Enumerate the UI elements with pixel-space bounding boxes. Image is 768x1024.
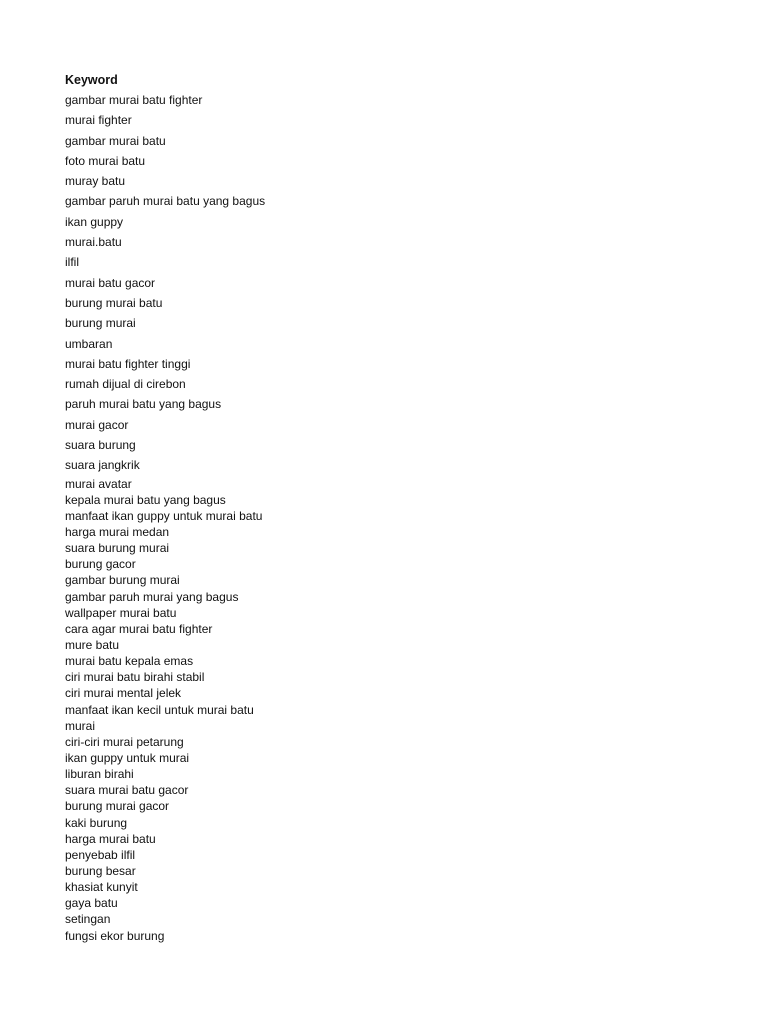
- keyword-item: gambar murai batu fighter: [65, 93, 203, 107]
- keyword-item: ilfil: [65, 255, 79, 270]
- keyword-item: wallpaper murai batu: [65, 605, 177, 620]
- keyword-item: murai batu kepala emas: [65, 654, 194, 669]
- keyword-item: mure batu: [65, 638, 120, 653]
- keyword-item: suara jangkrik: [65, 458, 140, 473]
- keyword-item: fungsi ekor burung: [65, 928, 165, 943]
- keyword-item: ikan guppy: [65, 214, 124, 229]
- keyword-item: umbaran: [65, 336, 113, 351]
- keyword-item: burung gacor: [65, 557, 136, 572]
- keyword-item: suara burung: [65, 438, 136, 453]
- keyword-item: murai.batu: [65, 235, 122, 250]
- keyword-item: harga murai batu: [65, 831, 156, 846]
- keyword-list-tight: [65, 476, 705, 944]
- keyword-item: suara burung murai: [65, 541, 170, 556]
- keyword-item: gambar burung murai: [65, 573, 180, 588]
- keyword-list-loose: [65, 90, 705, 476]
- keyword-item: ikan guppy untuk murai: [65, 751, 190, 766]
- keyword-item: paruh murai batu yang bagus: [65, 397, 222, 412]
- keyword-item: ciri murai mental jelek: [65, 686, 182, 701]
- keyword-item: gambar murai batu: [65, 133, 166, 148]
- keyword-heading: Keyword: [65, 73, 118, 87]
- document-page: [65, 72, 705, 944]
- keyword-item: cara agar murai batu fighter: [65, 621, 213, 636]
- keyword-item: setingan: [65, 912, 111, 927]
- keyword-item: burung murai batu: [65, 295, 163, 310]
- keyword-item: murai: [65, 718, 96, 733]
- keyword-item: burung besar: [65, 864, 136, 879]
- keyword-item: liburan birahi: [65, 767, 134, 782]
- keyword-item: manfaat ikan guppy untuk murai batu: [65, 508, 263, 523]
- keyword-item: ciri-ciri murai petarung: [65, 734, 184, 749]
- keyword-item: burung murai gacor: [65, 799, 170, 814]
- keyword-item: suara murai batu gacor: [65, 783, 189, 798]
- keyword-item: murai avatar: [65, 476, 132, 491]
- keyword-item: burung murai: [65, 316, 136, 331]
- keyword-item: murai batu gacor: [65, 275, 156, 290]
- keyword-item: khasiat kunyit: [65, 880, 138, 895]
- keyword-item: murai fighter: [65, 113, 132, 128]
- keyword-item: kepala murai batu yang bagus: [65, 492, 226, 507]
- keyword-item: harga murai medan: [65, 525, 170, 540]
- keyword-item: murai batu fighter tinggi: [65, 356, 191, 371]
- keyword-item: gambar paruh murai yang bagus: [65, 589, 239, 604]
- keyword-item: foto murai batu: [65, 153, 146, 168]
- keyword-item: gambar paruh murai batu yang bagus: [65, 194, 266, 209]
- keyword-item: rumah dijual di cirebon: [65, 377, 186, 392]
- keyword-item: kaki burung: [65, 815, 128, 830]
- keyword-item: murai gacor: [65, 417, 129, 432]
- keyword-item: gaya batu: [65, 896, 118, 911]
- keyword-item: ciri murai batu birahi stabil: [65, 670, 205, 685]
- keyword-item: penyebab ilfil: [65, 847, 136, 862]
- keyword-item: manfaat ikan kecil untuk murai batu: [65, 702, 254, 717]
- keyword-item: muray batu: [65, 174, 126, 189]
